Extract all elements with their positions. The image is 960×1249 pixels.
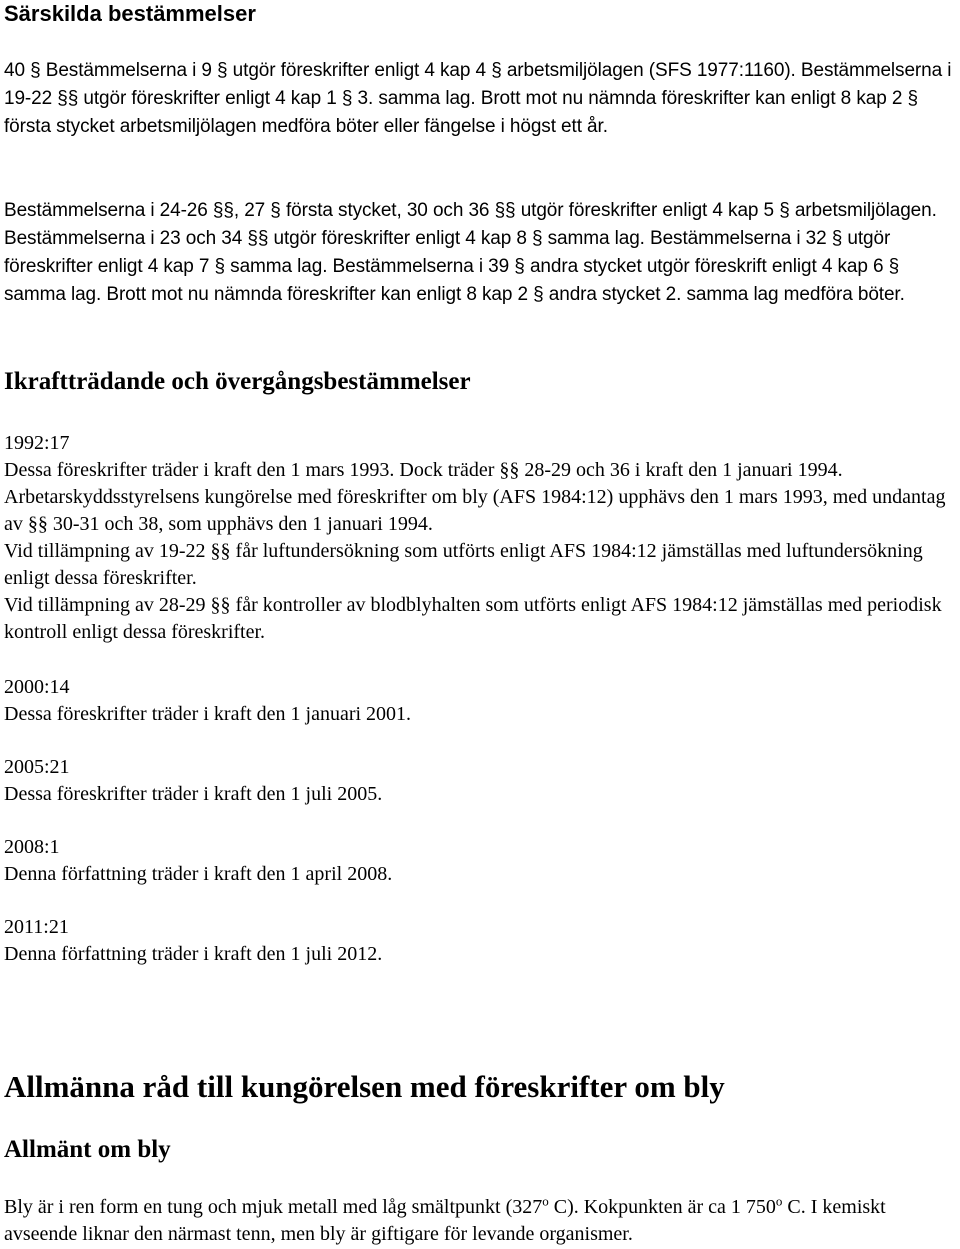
degree-superscript: o xyxy=(775,1193,783,1209)
entry-code: 2011:21 xyxy=(4,916,69,938)
entry-code: 2000:14 xyxy=(4,676,70,698)
entry-text: Denna författning träder i kraft den 1 juli 2012. xyxy=(4,943,383,965)
entry-text: Denna författning träder i kraft den 1 april 2008. xyxy=(4,863,393,885)
paragraph-section-40: 40 § Bestämmelserna i 9 § utgör föreskrifter enligt 4 kap 4 § arbetsmiljölagen (SFS 1977:1160). Bestämmelserna i 19-22 §§ utgör föreskrifter enligt 4 kap 1 § 3. samma lag. Brott mot nu nämnda föreskrifter kan enligt 8 kap 2 § första stycket arbetsmiljölagen medföra böter eller fängelse i högst ett år. xyxy=(4,60,952,137)
paragraph-penalty-provisions: Bestämmelserna i 24-26 §§, 27 § första stycket, 30 och 36 §§ utgör föreskrifter enligt 4 kap 5 § arbetsmiljölagen. Bestämmelserna i 23 och 34 §§ utgör föreskrifter enligt 4 kap 8 § samma lag. Bestämmelserna i 32 § utgör föreskrifter enligt 4 kap 7 § samma lag. Bestämmelserna i 39 § andra stycket utgör föreskrift enligt 4 kap 6 § samma lag. Brott mot nu nämnda föreskrifter kan enligt 8 kap 2 § andra stycket 2. samma lag medföra böter. xyxy=(4,200,937,305)
entry-text-air-survey: Vid tillämpning av 19-22 §§ får luftundersökning som utförts enligt AFS 1984:12 jämställas med luftundersökning enligt dessa föreskrifter. xyxy=(4,540,923,589)
heading-ikrafttradande: Ikraftträdande och övergångsbestämmelser xyxy=(4,368,471,395)
entry-code: 2008:1 xyxy=(4,836,60,858)
heading-sarskilda-bestammelser: Särskilda bestämmelser xyxy=(4,1,256,26)
degree-superscript: o xyxy=(542,1193,549,1209)
entry-2000-14 xyxy=(4,674,956,728)
entry-text-blood-lead: Vid tillämpning av 28-29 §§ får kontroller av blodblyhalten som utförts enligt AFS 1984:12 jämställas med periodisk kontroll enligt dessa föreskrifter. xyxy=(4,594,942,643)
entry-1992-17 xyxy=(4,430,956,646)
heading-allmanna-rad: Allmänna råd till kungörelsen med föreskrifter om bly xyxy=(4,1069,725,1104)
entry-2011-21 xyxy=(4,914,956,968)
paragraph-about-lead xyxy=(4,1194,956,1248)
entry-code: 1992:17 xyxy=(4,432,70,454)
entry-2005-21 xyxy=(4,754,956,808)
entry-text: Dessa föreskrifter träder i kraft den 1 mars 1993. Dock träder §§ 28-29 och 36 i kraft den 1 januari 1994. Arbetarskyddsstyrelsens kungörelse med föreskrifter om bly (AFS 1984:12) upphävs den 1 mars 1993, med undantag av §§ 30-31 och 38, som upphävs den 1 januari 1994. xyxy=(4,459,946,535)
subheading-allmant-om-bly: Allmänt om bly xyxy=(4,1136,171,1163)
entry-text: Dessa föreskrifter träder i kraft den 1 januari 2001. xyxy=(4,703,412,725)
paragraph-part: C). Kokpunkten är ca 1 750 xyxy=(548,1196,776,1218)
entry-2008-1 xyxy=(4,834,956,888)
paragraph-part: Bly är i ren form en tung och mjuk metall med låg smältpunkt (327 xyxy=(4,1196,543,1218)
entry-text: Dessa föreskrifter träder i kraft den 1 juli 2005. xyxy=(4,783,383,805)
paragraph-part: C. I kemiskt avseende liknar den närmast tenn, men bly är giftigare för levande organismer. xyxy=(4,1196,886,1245)
entry-code: 2005:21 xyxy=(4,756,70,778)
